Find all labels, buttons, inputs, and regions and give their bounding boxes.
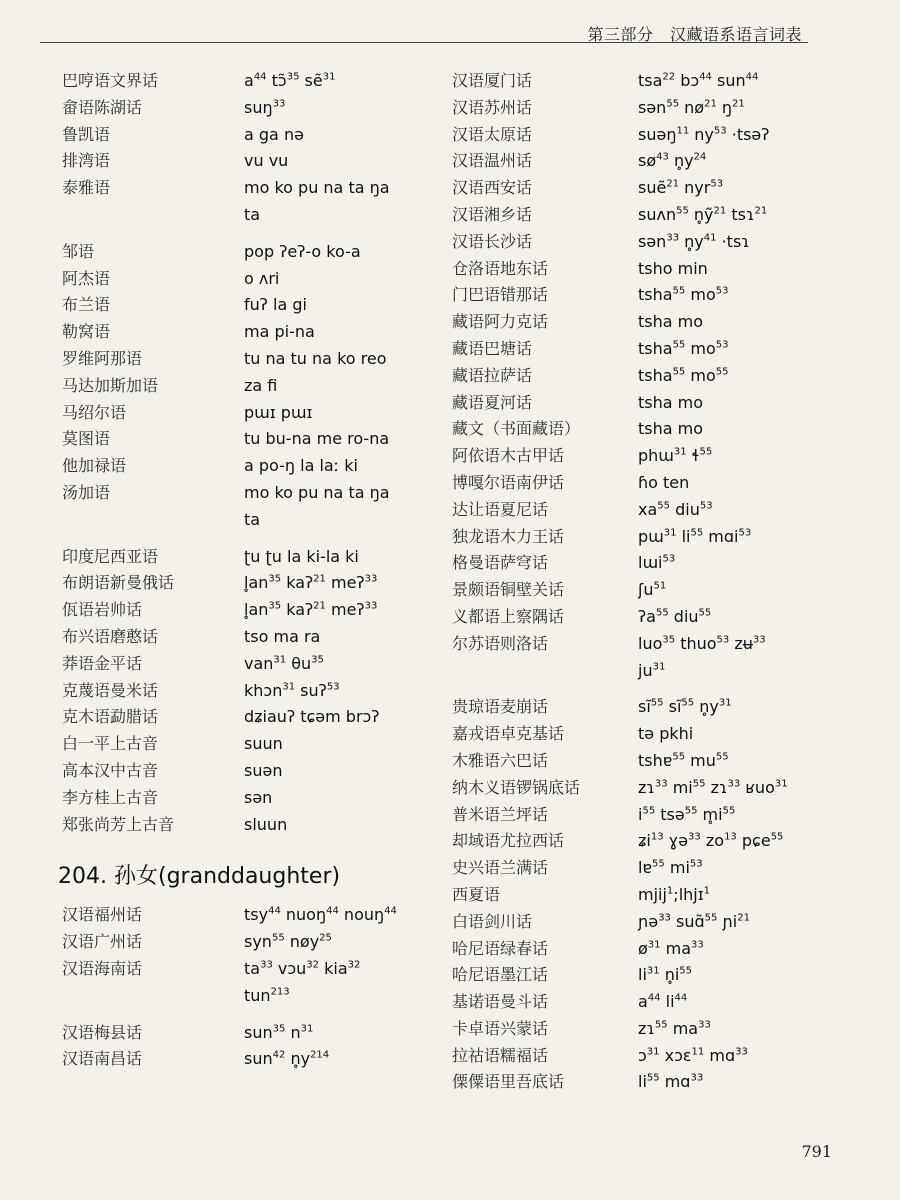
section-number: 204. — [58, 864, 107, 890]
word-entry-row — [62, 426, 442, 453]
word-form: tsha mo — [638, 312, 704, 332]
word-entry-row — [62, 731, 442, 758]
language-name: 排湾语 — [62, 151, 111, 171]
language-name: 博嘎尔语南伊话 — [452, 472, 565, 492]
word-entry-row — [62, 95, 442, 122]
word-form: phɯ$^{31}$ ɬ$^{55}$ — [638, 446, 713, 466]
language-name: 白一平上古音 — [62, 734, 159, 754]
language-name: 哈尼语墨江话 — [452, 965, 549, 985]
word-entry-row — [452, 936, 862, 963]
word-entry-row — [452, 175, 862, 202]
language-name: 郑张尚芳上古音 — [62, 814, 175, 834]
word-form: lɐ$^{55}$ $mi^{53}$ — [638, 858, 703, 878]
word-form: tu na tu na ko reo — [244, 348, 387, 368]
word-entry-row — [452, 524, 862, 551]
word-form: a po-ŋ la laː ki — [244, 456, 358, 476]
word-entry-row — [452, 229, 862, 256]
word-entry-row — [452, 497, 862, 524]
word-entry-row — [62, 239, 442, 266]
language-name: 仓洛语地东话 — [452, 258, 549, 278]
word-form: $xa^{55}$ diu$^{53}$ — [638, 499, 713, 519]
language-name: 印度尼西亚语 — [62, 546, 159, 566]
left-column — [58, 68, 442, 1073]
language-name: 木雅语六巴话 — [452, 750, 549, 770]
word-entry-row — [452, 604, 862, 631]
word-form: suəŋ$^{11}$ $ny^{53}$ ·tsəʔ — [638, 124, 770, 144]
word-entry-row — [62, 624, 442, 651]
language-name: 西夏语 — [452, 884, 501, 904]
word-form: ɔ$^{31}$ xɔɛ$^{11}$ mɑ$^{33}$ — [638, 1045, 748, 1065]
word-entry-row — [62, 122, 442, 149]
word-form: zɿ$^{55}$ $ma^{33}$ — [638, 1018, 711, 1038]
language-name: 汉语湘乡话 — [452, 204, 533, 224]
word-list-continued — [62, 68, 442, 838]
word-entry-row — [62, 373, 442, 400]
language-name: 高本汉中古音 — [62, 760, 159, 780]
word-form: $li^{31}$ $n̥i^{55}$ — [638, 965, 693, 985]
word-entry-row — [62, 400, 442, 427]
language-name: 义都语上察隅话 — [452, 606, 565, 626]
word-form: suun — [244, 734, 283, 754]
language-name: 卡卓语兴蒙话 — [452, 1018, 549, 1038]
language-name: 邹语 — [62, 241, 95, 261]
language-name: 汉语温州话 — [452, 151, 533, 171]
word-form: tsha$^{55}$ $mo^{55}$ — [638, 365, 729, 385]
language-name: 汉语太原话 — [452, 124, 533, 144]
word-form: zɿ$^{33}$ $mi^{55}$ zɿ$^{33}$ ʁuo$^{31}$ — [638, 777, 788, 797]
language-name: 克蔑语曼米话 — [62, 680, 159, 700]
word-form: tsha$^{55}$ $mo^{53}$ — [638, 338, 729, 358]
word-form: $sø^{43}$ $n̥y^{24}$ — [638, 151, 707, 171]
language-name: 景颇语铜壁关话 — [452, 580, 565, 600]
language-name: 汉语福州话 — [62, 905, 143, 925]
word-form: tsha mo — [638, 392, 704, 412]
section-title-zh: 孙女 — [113, 864, 158, 890]
word-form: a ga nə — [244, 124, 304, 144]
word-form: ta — [244, 204, 261, 224]
word-entry-row — [62, 68, 442, 95]
word-entry-row — [452, 658, 862, 685]
word-form: $ta^{33}$ vɔu$^{32}$ kia$^{32}$ — [244, 958, 361, 978]
language-name: 阿依语木古甲话 — [452, 446, 565, 466]
word-entry-row — [452, 336, 862, 363]
language-name: 汉语西安话 — [452, 178, 533, 198]
language-name: 莫图语 — [62, 429, 111, 449]
word-form: ɦo ten — [638, 472, 690, 492]
language-name: 布朗语新曼俄话 — [62, 573, 175, 593]
word-form: tun$^{213}$ — [244, 985, 290, 1005]
word-entry-row — [62, 319, 442, 346]
word-form: tsy$^{44}$ nuoŋ$^{44}$ nouŋ$^{44}$ — [244, 905, 397, 925]
word-entry-row — [62, 202, 442, 229]
word-entry-row — [452, 721, 862, 748]
word-form: tsha$^{55}$ $mo^{53}$ — [638, 285, 729, 305]
language-name: 汉语苏州话 — [452, 97, 533, 117]
word-form: ʃu$^{51}$ — [638, 580, 667, 600]
language-name: 普米语兰坪话 — [452, 804, 549, 824]
word-entry-row — [62, 570, 442, 597]
language-name: 藏语夏河话 — [452, 392, 533, 412]
word-entry-row — [62, 292, 442, 319]
word-entry-row — [452, 443, 862, 470]
group-spacer — [452, 684, 862, 694]
word-entry-row — [62, 175, 442, 202]
word-form: $l̥an^{35}$ kaʔ$^{21}$ meʔ$^{33}$ — [244, 600, 378, 620]
word-form: tu bu-na me ro-na — [244, 429, 390, 449]
language-name: 白语剑川话 — [452, 911, 533, 931]
word-form: $ø^{31}$ $ma^{33}$ — [638, 938, 704, 958]
word-form: o ʌri — [244, 268, 280, 288]
word-form: ta — [244, 509, 261, 529]
word-entry-row — [62, 266, 442, 293]
word-entry-row — [62, 1046, 442, 1073]
word-entry-row — [62, 678, 442, 705]
language-name: 纳木义语锣锅底话 — [452, 777, 581, 797]
word-form: $li^{55}$ mɑ$^{33}$ — [638, 1072, 704, 1092]
word-entry-row — [452, 1016, 862, 1043]
word-form: pɯɪ pɯɪ — [244, 402, 313, 422]
language-name: 畲语陈湖话 — [62, 97, 143, 117]
word-entry-row — [62, 480, 442, 507]
language-name: 马绍尔语 — [62, 402, 127, 422]
language-name: 泰雅语 — [62, 178, 111, 198]
word-entry-row — [62, 148, 442, 175]
language-name: 鲁凯语 — [62, 124, 111, 144]
page-number: 791 — [801, 1142, 832, 1161]
word-entry-row — [452, 122, 862, 149]
language-name: 尔苏语则洛话 — [452, 633, 549, 653]
word-form: sun$^{42}$ $n̥y^{214}$ — [244, 1049, 330, 1069]
language-name: 汉语梅县话 — [62, 1022, 143, 1042]
word-entry-row — [452, 363, 862, 390]
word-entry-row — [62, 651, 442, 678]
word-form: $ju^{31}$ — [638, 660, 666, 680]
language-name: 布兰语 — [62, 295, 111, 315]
language-name: 李方桂上古音 — [62, 787, 159, 807]
word-entry-row — [452, 95, 862, 122]
word-entry-row — [452, 802, 862, 829]
word-form: $a^{44}$ tɔ̃$^{35}$ sẽ$^{31}$ — [244, 71, 336, 90]
language-name: 藏语巴塘话 — [452, 338, 533, 358]
word-form: tso ma ra — [244, 626, 321, 646]
language-name: 汤加语 — [62, 482, 111, 502]
word-form: $l̥an^{35}$ kaʔ$^{21}$ meʔ$^{33}$ — [244, 573, 378, 593]
word-entry-row — [62, 812, 442, 839]
word-form: lɯi$^{53}$ — [638, 553, 676, 573]
section-title-en: (granddaughter) — [158, 864, 341, 890]
word-entry-row — [62, 453, 442, 480]
word-form: ʑi$^{13}$ ɣə$^{33}$ $zo^{13}$ pɕe$^{55}$ — [638, 831, 784, 851]
word-form: ɲə$^{33}$ suɑ̃$^{55}$ ɲi$^{21}$ — [638, 911, 750, 931]
language-name: 罗维阿那语 — [62, 348, 143, 368]
language-name: 汉语长沙话 — [452, 231, 533, 251]
language-name: 独龙语木力王话 — [452, 526, 565, 546]
language-name: 他加禄语 — [62, 456, 127, 476]
word-form: sun$^{35}$ $n^{31}$ — [244, 1022, 314, 1042]
word-entry-row — [452, 390, 862, 417]
word-form: ma pi-na — [244, 322, 315, 342]
word-entry-row — [62, 956, 442, 983]
language-name: 藏语阿力克话 — [452, 312, 549, 332]
word-form: tsho min — [638, 258, 708, 278]
word-form: vu vu — [244, 151, 289, 171]
word-entry-row — [62, 544, 442, 571]
word-form: van$^{31}$ $\theta u^{35}$ — [244, 653, 324, 673]
word-form: tsha mo — [638, 419, 704, 439]
word-form: suən — [244, 760, 283, 780]
word-entry-row — [62, 1020, 442, 1047]
word-list-continued-right — [452, 68, 862, 1096]
language-name: 傈僳语里吾底话 — [452, 1072, 565, 1092]
word-form: tshɐ$^{55}$ $mu^{55}$ — [638, 750, 729, 770]
language-name: 贵琼语麦崩话 — [452, 697, 549, 717]
language-name: 阿杰语 — [62, 268, 111, 288]
word-form: dʑiauʔ tɕəm brɔʔ — [244, 707, 380, 727]
language-name: 勒窝语 — [62, 322, 111, 342]
language-name: 哈尼语绿春话 — [452, 938, 549, 958]
word-entry-row — [62, 597, 442, 624]
language-name: 巴哼语文界话 — [62, 71, 159, 90]
language-name: 汉语广州话 — [62, 932, 143, 952]
language-name: 汉语南昌话 — [62, 1049, 143, 1069]
word-entry-row — [452, 909, 862, 936]
header-rule — [40, 42, 808, 43]
word-entry-row — [452, 962, 862, 989]
word-form: $sĩ^{55}$ $sĩ^{55}$ $n̥y^{31}$ — [638, 697, 732, 717]
word-form: $a^{44}$ $li^{44}$ — [638, 992, 688, 1012]
word-entry-row — [452, 855, 862, 882]
language-name: 门巴语错那话 — [452, 285, 549, 305]
word-form: $i^{55}$ tsə$^{55}$ $m̥i^{55}$ — [638, 804, 736, 824]
word-form: syn$^{55}$ nøy$^{25}$ — [244, 932, 332, 952]
word-entry-row — [62, 983, 442, 1010]
word-form: pɯ$^{31}$ $li^{55}$ mɑi$^{53}$ — [638, 526, 752, 546]
language-name: 格曼语萨穹话 — [452, 553, 549, 573]
word-entry-row — [452, 202, 862, 229]
word-entry-row — [452, 256, 862, 283]
word-entry-row — [452, 694, 862, 721]
language-name: 史兴语兰满话 — [452, 858, 549, 878]
language-name: 马达加斯加语 — [62, 375, 159, 395]
right-column — [452, 68, 862, 1096]
word-entry-row — [452, 282, 862, 309]
word-form: tsa$^{22}$ bɔ$^{44}$ sun$^{44}$ — [638, 71, 759, 90]
language-name: 嘉戎语卓克基话 — [452, 724, 565, 744]
language-name: 布兴语磨憨话 — [62, 626, 159, 646]
word-entry-row — [452, 1069, 862, 1096]
word-form: pop ʔeʔ-o ko-a — [244, 241, 361, 261]
word-entry-row — [62, 902, 442, 929]
word-entry-row — [452, 1043, 862, 1070]
word-form: mo ko pu na ta ŋa — [244, 178, 390, 198]
word-entry-row — [452, 309, 862, 336]
language-name: 达让语夏尼话 — [452, 499, 549, 519]
word-form: sən$^{55}$ $nø^{21}$ $ŋ^{21}$ — [638, 97, 745, 117]
word-entry-row — [452, 748, 862, 775]
language-name: 藏文（书面藏语） — [452, 419, 581, 439]
language-name: 拉祜语糯福话 — [452, 1045, 549, 1065]
word-entry-row — [452, 470, 862, 497]
word-form: suʌn$^{55}$ n̥ỹ$^{21}$ tsɿ$^{21}$ — [638, 204, 768, 224]
word-entry-row — [452, 775, 862, 802]
word-form: mjij$^1$;lhjɪ$^1$ — [638, 884, 711, 904]
word-entry-row — [452, 68, 862, 95]
language-name: 藏语拉萨话 — [452, 365, 533, 385]
language-name: 莽语金平话 — [62, 653, 143, 673]
language-name: 基诺语曼斗话 — [452, 992, 549, 1012]
word-form: khɔn$^{31}$ suʔ$^{53}$ — [244, 680, 340, 700]
word-entry-row — [62, 507, 442, 534]
word-form: suẽ$^{21}$ nyr$^{53}$ — [638, 178, 724, 198]
language-name: 汉语海南话 — [62, 958, 143, 978]
word-entry-row — [62, 758, 442, 785]
word-list-204 — [62, 902, 442, 1073]
word-entry-row — [452, 416, 862, 443]
word-form: fuʔ la gi — [244, 295, 307, 315]
word-form: sən$^{33}$ $n̥y^{41}$ ·tsɿ — [638, 231, 750, 251]
word-form: tə pkhi — [638, 724, 694, 744]
section-heading — [58, 852, 442, 902]
language-name: 却域语尤拉西话 — [452, 831, 565, 851]
group-spacer — [62, 534, 442, 544]
word-entry-row — [452, 550, 862, 577]
word-form: suŋ$^{33}$ — [244, 97, 286, 117]
language-name: 佤语岩帅话 — [62, 600, 143, 620]
word-entry-row — [452, 577, 862, 604]
word-form: mo ko pu na ta ŋa — [244, 482, 390, 502]
word-entry-row — [62, 704, 442, 731]
language-name: 汉语厦门话 — [452, 71, 533, 90]
word-form: luo$^{35}$ thuo$^{53}$ zʉ$^{33}$ — [638, 633, 766, 653]
word-entry-row — [452, 882, 862, 909]
word-form: sən — [244, 787, 273, 807]
word-entry-row — [62, 929, 442, 956]
running-header: 第三部分 汉藏语系语言词表 — [587, 25, 802, 44]
group-spacer — [62, 229, 442, 239]
word-form: sluun — [244, 814, 288, 834]
word-entry-row — [62, 346, 442, 373]
language-name: 克木语勐腊话 — [62, 707, 159, 727]
word-form: ʈu ʈu la ki-la ki — [244, 546, 359, 566]
word-form: ʔa$^{55}$ diu$^{55}$ — [638, 606, 712, 626]
group-spacer — [62, 1010, 442, 1020]
word-form: za fi — [244, 375, 278, 395]
word-entry-row — [452, 631, 862, 658]
word-entry-row — [452, 828, 862, 855]
word-entry-row — [62, 785, 442, 812]
word-entry-row — [452, 989, 862, 1016]
word-entry-row — [452, 148, 862, 175]
